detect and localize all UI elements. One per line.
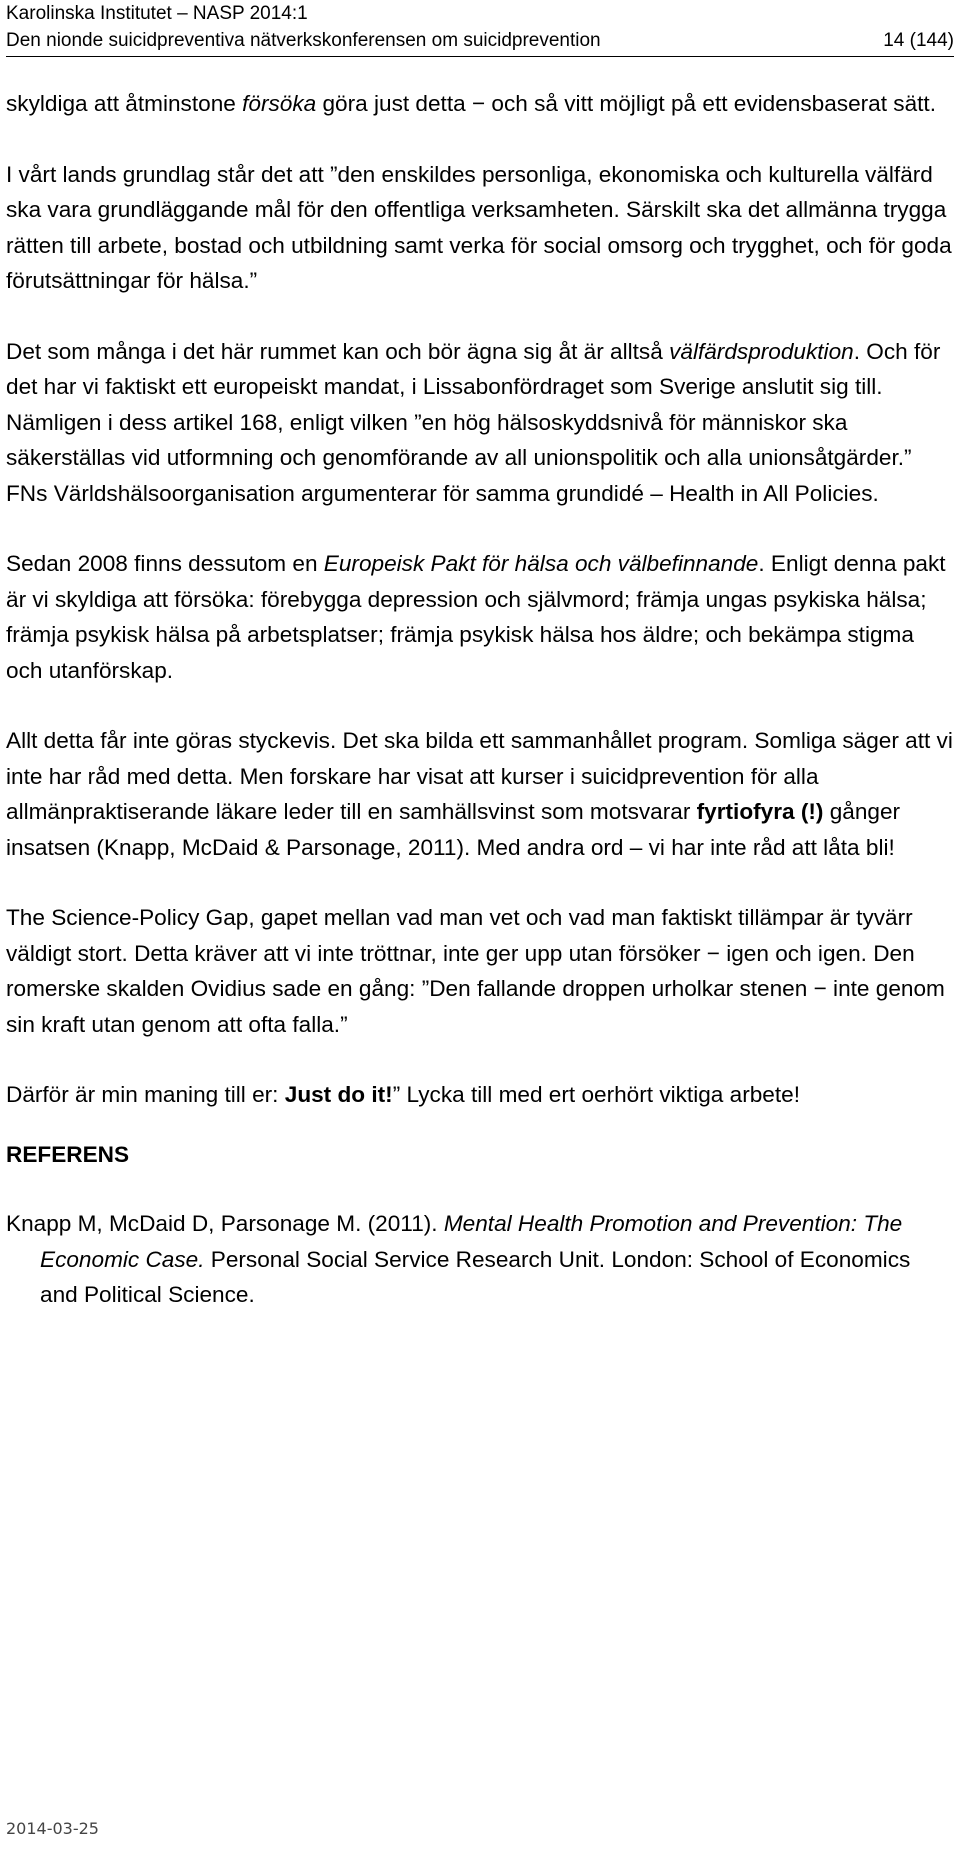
references-heading: REFERENS xyxy=(6,1141,130,1167)
paragraph xyxy=(6,900,954,1042)
text-run: skyldiga att åtminstone xyxy=(6,91,243,116)
text-run: Knapp M, McDaid D, Parsonage M. (2011). xyxy=(6,1211,444,1236)
page-number: 14 (144) xyxy=(883,30,954,51)
header-divider xyxy=(6,56,954,57)
paragraph xyxy=(6,546,954,688)
paragraph xyxy=(6,1077,954,1113)
text-run: I vårt lands grundlag står det att ”den enskildes personliga, ekonomiska och kulturella välfärd ska vara grundläggande mål för den offentliga verksamheten. Särskilt ska det allmänna trygga rätten till arbete, bostad och utbildning samt verka för social omsorg och trygghet, och för goda förutsättningar för hälsa.” xyxy=(6,161,952,293)
italic-text: välfärdsproduktion xyxy=(669,338,854,364)
italic-text: Europeisk Pakt för hälsa och välbefinnande xyxy=(323,551,759,576)
italic-text: Mental Health Promotion and Prevention: The Economic Case. xyxy=(40,1211,903,1272)
bold-text: Just do it! xyxy=(284,1082,393,1107)
header-row xyxy=(6,27,954,54)
header-conference-title: Den nionde suicidpreventiva nätverkskonferensen om suicidprevention xyxy=(6,30,601,51)
bold-text: fyrtiofyra (!) xyxy=(696,799,824,824)
paragraph xyxy=(6,723,954,865)
text-run: The Science-Policy Gap, gapet mellan vad man vet och vad man faktiskt tillämpar är tyvärr väldigt stort. Detta kräver att vi inte tröttnar, inte ger upp utan försöker − igen och igen. Den romerske skalden Ovidius sade en gång: ”Den fallande droppen urholkar stenen − inte genom sin kraft utan genom att ofta falla.” xyxy=(6,905,945,1037)
header-institution: Karolinska Institutet – NASP 2014:1 xyxy=(6,3,308,24)
document-body xyxy=(6,86,954,1348)
footer-date: 2014-03-25 xyxy=(6,1819,99,1838)
text-run: Det som många i det här rummet kan och bör ägna sig åt är alltså xyxy=(6,338,670,364)
text-run: ” Lycka till med ert oerhört viktiga arbete! xyxy=(392,1082,800,1107)
text-run: Allt detta får inte göras styckevis. Det ska bilda ett sammanhållet program. Somliga säger att vi inte har råd med detta. Men forskare har visat att kurser i suicidprevention för alla allmänpraktiserande läkare leder till en samhällsvinst som motsvarar xyxy=(6,728,953,824)
text-run: gånger insatsen (Knapp, McDaid & Parsonage, 2011). Med andra ord – vi har inte råd att låta bli! xyxy=(6,799,901,860)
paragraph xyxy=(6,157,954,299)
reference-entry xyxy=(6,1206,954,1313)
italic-text: försöka xyxy=(242,91,317,116)
page-header xyxy=(6,0,954,54)
paragraph xyxy=(6,86,954,122)
text-run: . Enligt denna pakt är vi skyldiga att försöka: förebygga depression och självmord; främja ungas psykiska hälsa; främja psykisk hälsa på arbetsplatser; främja psykisk hälsa hos äldre; och bekämpa stigma och utanförskap. xyxy=(6,551,946,683)
text-run: göra just detta − och så vitt möjligt på ett evidensbaserat sätt. xyxy=(316,91,936,116)
text-run: Därför är min maning till er: xyxy=(6,1082,285,1107)
text-run: . Och för det har vi faktiskt ett europeiskt mandat, i Lissabonfördraget som Sverige anslutit sig till. Nämligen i dess artikel 168, enligt vilken ”en hög hälsoskyddsnivå för människor ska säkerställas vid utformning och genomförande av all unionspolitik och alla unionsåtgärder.” FNs Världshälsoorganisation argumenterar för samma grundidé – Health in All Policies. xyxy=(6,338,941,506)
text-run: Personal Social Service Research Unit. London: School of Economics and Political Science. xyxy=(40,1246,911,1307)
text-run: Sedan 2008 finns dessutom en xyxy=(6,551,324,576)
paragraph xyxy=(6,334,954,512)
